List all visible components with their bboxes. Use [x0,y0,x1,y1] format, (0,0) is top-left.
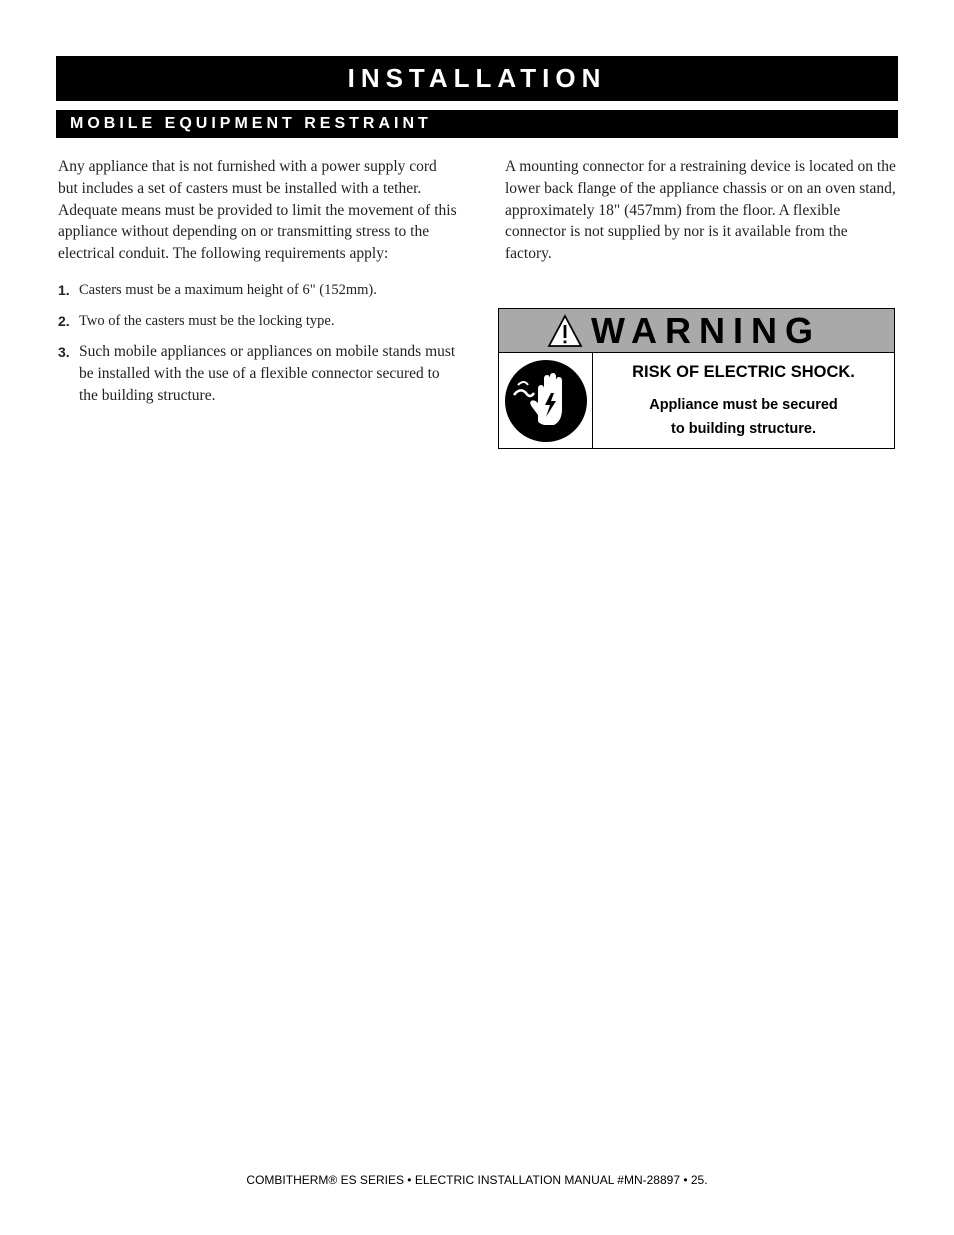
list-item [58,310,458,332]
page-footer: COMBITHERM® ES SERIES • ELECTRIC INSTALLATION MANUAL #MN-28897 • 25. [246,1173,708,1187]
warning-triangle-icon [547,314,583,348]
right-column [505,156,897,265]
mounting-paragraph: A mounting connector for a restraining device is located on the lower back flange of the appliance chassis or on an oven stand, approximately 18" (457mm) from the floor. A flexible connector is not supplied by nor is it available from the factory. [505,158,896,263]
list-item-text: Such mobile appliances or appliances on mobile stands must be installed with the use of a flexible connector secured to the building structure. [79,342,456,404]
warning-heading: RISK OF ELECTRIC SHOCK. [632,363,855,381]
warning-line-1: Appliance must be secured [649,397,838,413]
list-item [58,341,458,407]
warning-line-2: to building structure. [671,421,816,437]
electric-shock-hand-icon [504,359,588,443]
list-item-text: Two of the casters must be the locking type. [79,312,335,329]
warning-header [499,309,894,353]
requirements-list [58,279,458,407]
list-item-text: Casters must be a maximum height of 6" (152mm). [79,281,377,298]
warning-box [498,308,895,449]
list-item-number: 3. [58,343,70,360]
left-column [58,156,458,416]
section-title: MOBILE EQUIPMENT RESTRAINT [56,110,898,138]
warning-body [499,353,894,448]
intro-paragraph: Any appliance that is not furnished with a power supply cord but includes a set of casters must be installed with a tether. Adequate means must be provided to limit the movement of this appliance without depending on or transmitting stress to the electrical conduit. The following requirements apply: [58,158,457,263]
page-title: INSTALLATION [56,56,898,101]
list-item-number: 1. [58,281,70,298]
list-item-number: 2. [58,312,70,329]
warning-title: WARNING [591,309,821,351]
list-item [58,279,458,301]
